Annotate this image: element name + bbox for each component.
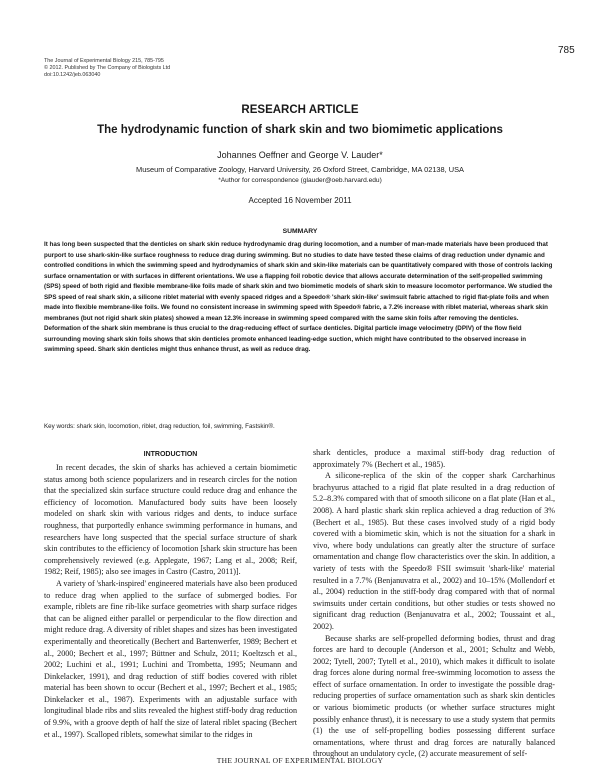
journal-meta	[44, 58, 170, 79]
paragraph: A silicone-replica of the skin of the copper shark Carcharhinus brachyurus attached to a rigid flat plate resulted in a drag reduction of 5.2–8.3% compared with that of smooth silicone on a flat plate (Han et al., 2008). A hard plastic shark skin replica achieved a drag reduction of 3% (Bechert et al., 1985). But these cases involved study of a rigid body covered with a biomimetic skin, which is not the situation for a shark in vivo, where body undulations can greatly alter the structure of surface ornamentation and change flow characteristics over the skin. In addition, a variety of tests with the Speedo® FSII swimsuit 'shark-like' material resulted in a 7.7% (Benjanuvatra et al., 2002) and 10–15% (Mollendorf et al., 2004) reduction in the stiff-body drag compared with that of normal swimsuits under certain conditions, but other studies or tests showed no significant drag reduction (Benjanuvatra et al., 2002; Toussaint et al., 2002).	[313, 471, 555, 631]
article-title: The hydrodynamic function of shark skin and two biomimetic applications	[97, 124, 503, 136]
paragraph: In recent decades, the skin of sharks has achieved a certain biomimetic status among both science popularizers and in research circles for the notion that the specialized skin surface structure could reduce drag and enhance the efficiency of locomotion. Manufactured body suits have been loosely modeled on shark skin with various ridges and dents, to induce surface roughness, that purportedly enhance swimming performance in humans, and researchers have long suspected that the special surface structure of shark skin contributes to the efficiency of locomotion [shark skin structure has been comprehensively reviewed (e.g. Applegate, 1967; Lang et al., 2008; Reif, 1982; Reif, 1985); also see images in Castro (Castro, 2011)].	[44, 463, 297, 577]
authors: Johannes Oeffner and George V. Lauder*	[217, 150, 383, 160]
accepted-date: Accepted 16 November 2011	[248, 196, 352, 205]
page-number: 785	[558, 45, 575, 56]
summary-text: It has long been suspected that the denticles on shark skin reduce hydrodynamic drag during locomotion, and a number of man-made materials have been produced that purport to use shark-skin-like surface roughness to reduce drag during swimming. But no studies to date have tested these claims of drag reduction under dynamic and controlled conditions in which the swimming speed and hydrodynamics of shark skin and skin-like materials can be quantitatively compared with those of controls lacking surface ornamentation or with surfaces in different orientations. We use a flapping foil robotic device that allows accurate determination of the self-propelled swimming (SPS) speed of both rigid and flexible membrane-like foils made of shark skin and two biomimetic models of shark skin to measure locomotor performance. We studied the SPS speed of real shark skin, a silicone riblet material with evenly spaced ridges and a Speedo® 'shark skin-like' swimsuit fabric attached to rigid flat-plate foils and when made into flexible membrane-like foils. We found no consistent increase in swimming speed with Speedo® fabric, a 7.2% increase with riblet material, whereas shark skin membranes (but not rigid shark skin plates) showed a mean 12.3% increase in swimming speed compared with the same skin foils after removing the denticles. Deformation of the shark skin membrane is thus crucial to the drag-reducing effect of surface denticles. Digital particle image velocimetry (DPIV) of the flow field surrounding moving shark skin foils shows that skin denticles promote enhanced leading-edge suction, which might have contributed to the observed increase in swimming speed. Shark skin denticles might thus enhance thrust, as well as reduce drag.	[44, 241, 553, 353]
summary-heading: SUMMARY	[282, 228, 318, 235]
journal-footer: THE JOURNAL OF EXPERIMENTAL BIOLOGY	[216, 756, 384, 765]
paragraph: Because sharks are self-propelled deforming bodies, thrust and drag forces are hard to decouple (Anderson et al., 2001; Schultz and Webb, 2002; Tytell, 2007; Tytell et al., 2010), which makes it difficult to isolate drag forces alone during normal free-swimming locomotion to assess the effect of surface ornamentation. In order to investigate the possible drag-reducing properties of surface ornamentation such as shark skin denticles or various biomimetic products (or whether surface structures might possibly enhance thrust), it is necessary to use a study system that permits (1) the use of self-propelling bodies possessing different surface ornamentations, where thrust and drag forces are naturally balanced throughout an undulatory cycle, (2) accurate measurement of self-	[313, 633, 555, 759]
right-column	[313, 447, 555, 760]
affiliation: Museum of Comparative Zoology, Harvard University, 26 Oxford Street, Cambridge, MA 02138, USA	[136, 165, 464, 174]
article-type-heading: RESEARCH ARTICLE	[241, 104, 359, 116]
doi-line: doi:10.1242/jeb.063040	[44, 72, 101, 78]
copyright-line: © 2012. Published by The Company of Biologists Ltd	[44, 65, 171, 71]
correspondence-note: *Author for correspondence (glauder@oeb.harvard.edu)	[218, 177, 382, 184]
journal-citation: The Journal of Experimental Biology 215, 785-795	[44, 58, 164, 64]
paragraph: A variety of 'shark-inspired' engineered materials have also been produced to reduce drag when applied to the surface of submerged bodies. For example, riblets are fine rib-like surface geometries with sharp surface ridges that can be aligned either parallel or perpendicular to the flow direction and might reduce drag. A diversity of riblet shapes and sizes has been investigated experimentally and theoretically (Bechert and Bartenwerfer, 1989; Bechert et al., 2000; Bechert et al., 1997; Büttner and Schulz, 2011; Koeltzsch et al., 2002; Luchini et al., 1991; Luchini and Trombetta, 1995; Neumann and Dinkelacker, 1991), and drag reduction of stiff bodies covered with riblet material has been shown to occur (Bechert et al., 1997; Bechert et al., 1985; Dinkelacker et al., 1987). Experiments with an adjustable surface with longitudinal blade ribs and slits revealed the highest stiff-body drag reduction of 9.9%, with a groove depth of half the size of lateral riblet spacing (Bechert et al., 1997). Scalloped riblets, somewhat similar to the ridges in	[44, 578, 297, 739]
paragraph: shark denticles, produce a maximal stiff-body drag reduction of approximately 7% (Bechert et al., 1985).	[313, 448, 555, 469]
introduction-heading: INTRODUCTION	[143, 451, 198, 458]
keywords: Key words: shark skin, locomotion, riblet, drag reduction, foil, swimming, Fastskin®.	[44, 423, 275, 430]
left-column	[44, 462, 297, 740]
